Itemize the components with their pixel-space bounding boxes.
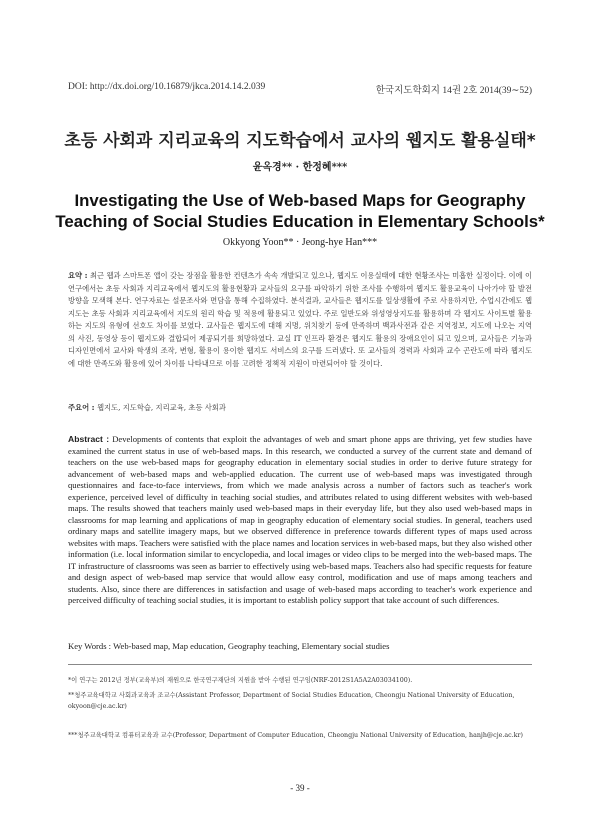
english-title (30, 190, 570, 232)
footnote-funding: *이 연구는 2012년 정부(교육부)의 재원으로 한국연구재단의 지원을 받아 수행된 연구임(NRF-2012S1A5A2A03034100). (68, 677, 413, 684)
running-header (68, 82, 532, 96)
korean-abstract-label: 요약 : (68, 271, 88, 280)
korean-abstract (68, 270, 532, 370)
journal-citation: 한국지도학회지 14권 2호 2014(39∼52) (375, 86, 532, 96)
korean-keywords-text: 웹지도, 지도학습, 지리교육, 초등 사회과 (96, 403, 226, 412)
page-number: - 39 - (290, 783, 310, 793)
english-authors: Okkyong Yoon** · Jeong-hye Han*** (222, 237, 378, 248)
korean-keywords-label: 주요어 : (68, 403, 95, 412)
english-title-line-1: Investigating the Use of Web-based Maps for Geography (74, 191, 526, 210)
english-keywords (68, 641, 532, 652)
english-title-line-2: Teaching of Social Studies Education in Elementary Schools* (55, 212, 545, 231)
english-abstract (68, 434, 532, 607)
korean-keywords (68, 402, 532, 414)
english-abstract-text: Developments of contents that exploit the advantages of web and smart phone apps are thriving, yet few studies have examined the current status in use of web-based maps. In this research, we conducted a survey of the current state and demand of teachers on the use web-based maps for geography education in elementary social studies in order to derive future strategy for advancement of web-based maps and web-applied education. The current use of web-based maps was investigated through questionnaires and face-to-face interviews, from which we made analysis across a number of factors such as teacher's work experience, perceived level of difficulty in teaching social studies, and attributes related to using different websites with web-based maps. The results showed that teachers mainly used web-based maps in their everyday life, but they also used web-based maps in classrooms for map learning and applications of map in geography education of elementary social studies. In general, teachers used ordinary maps and satellite imagery maps, but we observed difference in preference towards different types of maps used across websites with maps. Teachers were satisfied with the place names and location services in web-based maps, but they also wished other information (i.e. local information similar to encyclopedia, and local images or video clips to be merged into the web-based maps. The IT infrastructure of classrooms was seen as barrier to effectively using web-based maps. Teachers also had specific requests for feature and design aspect of web-based map service that would allow easy control, modification and use of maps among teachers and students. Also, since there are differences in satisfaction and usage of web-based maps according to teacher's work experience and perceived difficulty of teaching social studies, it is important to establish policy support that take account of such differences. (68, 434, 532, 605)
english-keywords-text: Web-based map, Map education, Geography teaching, Elementary social studies (113, 641, 390, 651)
footnote-divider (68, 664, 532, 665)
footnote-author-1: **청주교육대학교 사회과교육과 조교수(Assistant Professor, Department of Social Studies Education, Cheongju National University of Education, okyoon@cje.ac.kr) (68, 692, 515, 710)
english-keywords-label: Key Words : (68, 641, 112, 651)
footnote-author-2: ***청주교육대학교 컴퓨터교육과 교수(Professor, Department of Computer Education, Cheongju National University of Education, hanjh@cje.ac.kr) (68, 732, 523, 739)
english-abstract-label: Abstract : (68, 434, 110, 444)
doi-link[interactable]: DOI: http://dx.doi.org/10.16879/jkca.2014.14.2.039 (68, 82, 266, 92)
korean-title: 초등 사회과 지리교육의 지도학습에서 교사의 웹지도 활용실태* (64, 131, 536, 151)
korean-abstract-text: 최근 웹과 스마트폰 앱이 갖는 장점을 활용한 컨텐츠가 속속 개발되고 있으나, 웹지도 이용실태에 대한 현황조사는 미흡한 실정이다. 이에 이 연구에서는 초등 사회과 지리교육에서 웹지도의 활용현황과 교사들의 요구를 파악하기 위한 조사를 수행하여 웹지도 활용교육이 나아가야 할 발전 방향을 모색해 본다. 연구자료는 설문조사와 면담을 통해 수집하였다. 분석결과, 교사들은 웹지도를 일상생활에 주로 사용하지만, 수업시간에도 웹지도는 초등 사회과 지리교육에서 지도의 원리 학습 및 적용에 활용되고 있었다. 주로 일반도와 위성영상지도를 활용하며 각 웹지도 사이트별 활용하는 지도의 유형에 선호도 차이를 보였다. 교사들은 웹지도에 대해 지명, 위치찾기 등에 만족하며 백과사전과 같은 지역정보, 지도에 나오는 지역의 사진, 동영상 등이 웹지도와 결합되어 제공되기를 희망하였다. 교실 IT 인프라 환경은 웹지도 활용의 장애요인이 되고 있으며, 교사들은 기능과 디자인면에서 교사와 학생의 조작, 변형, 활용이 용이한 웹지도 서비스의 요구를 드러냈다. 또 교사들의 경력과 사회과 교수 곤란도에 따라 웹지도에 대한 만족도와 활용에 있어 차이를 나타내므로 이를 고려한 정책적 지원이 마련되어야 할 것이다. (68, 271, 532, 368)
korean-authors: 윤옥경** · 한정혜*** (252, 162, 348, 173)
